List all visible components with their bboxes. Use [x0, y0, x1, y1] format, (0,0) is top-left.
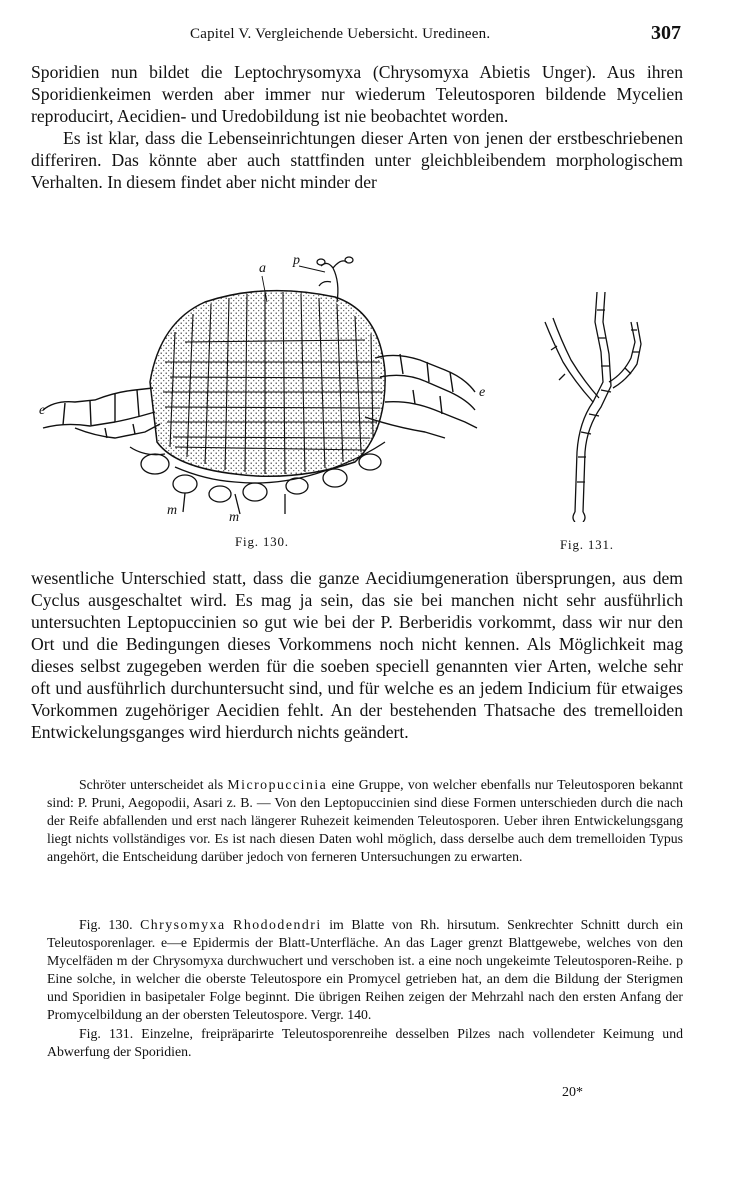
figure-131-label: Fig. 131.	[560, 537, 614, 552]
letter-m-left: m	[167, 503, 178, 518]
paragraph-3: wesentliche Unterschied statt, dass die ganze Aecidiumgeneration übersprungen, aus dem Cyclus ausgeschaltet wird. Es mag ja sein, das sie bei manchen nicht sehr ausführlich untersuchten Leptopuccinien so gut wie bei der P. Berberidis vorkommt, dass wir nur den Ort und die Bedingungen dieses Vorkommens noch nicht kennen. Als Möglichkeit mag dieses selbst zugegeben werden für die soeben speciell genannten vier Arten, welche sehr oft und ausführlich durchuntersucht sind, und für welche es an jedem Indicium für etwaiges Vorkommen zugehöriger Aecidien fehlt. An der bestehenden Thatsache des tremelloiden Entwickelungsganges wird hierdurch nichts geändert.	[31, 568, 683, 742]
letter-a: a	[259, 261, 266, 276]
caption-fig-131: Fig. 131. Einzelne, freipräparirte Teleutosporenreihe desselben Pilzes nach vollendeter Keimung und Abwerfung der Sporidien.	[47, 1026, 683, 1059]
footnote-text-rest: eine Gruppe, von welcher ebenfalls nur Teleutosporen bekannt sind: P. Pruni, Aegopodii, Asari z. B. — Von den Leptopuccinien sind diese Formen unterschieden durch die nach der Reife abfallenden und erst nach längerer Ruhezeit keimenden Teleutosporen. Ueber ihren Entwickelungsgang liegt nichts vollständiges vor. Es ist nach diesen Daten wohl möglich, dass derselbe auch dem tremelloiden Typus angehört, die Entscheidung darüber jedoch von ferneren Untersuchungen zu erwarten.	[47, 777, 684, 864]
running-title: Capitel V. Vergleichende Uebersicht. Uredineen.	[190, 26, 491, 42]
caption-130-species: Rhododendri	[233, 917, 322, 932]
caption-130-prefix: Fig. 130.	[79, 917, 141, 932]
letter-m-right: m	[229, 510, 240, 525]
epidermis-left	[43, 388, 160, 438]
figure-130-label: Fig. 130.	[235, 534, 289, 549]
footnote-block	[47, 776, 683, 866]
figure-131-illustration	[535, 282, 655, 522]
letter-e-left: e	[39, 403, 46, 418]
paragraph-2: Es ist klar, dass die Lebenseinrichtungen dieser Arten von jenen der erstbeschriebenen differiren. Das könnte aber auch stattfinden unter gleichbleibendem morphologischem Verhalten. In diesem findet aber nicht minder der	[31, 128, 683, 192]
body-text-bottom	[31, 567, 683, 743]
letter-p: p	[293, 253, 300, 268]
footnote-text-start: Schröter unterscheidet als	[79, 777, 228, 792]
caption-fig-130	[47, 916, 683, 1024]
letter-e-right: e	[479, 385, 486, 400]
figure-captions	[47, 916, 683, 1061]
paragraph-1: Sporidien nun bildet die Leptochrysomyxa (Chrysomyxa Abietis Unger). Aus ihren Sporidienkeimen werden aber immer nur wiederum Teleutosporen bildende Mycelien reproducirt, Aecidien- und Uredobildung ist nie beobachtet worden.	[31, 62, 683, 126]
signature-mark: 20*	[562, 1085, 583, 1100]
page-number: 307	[651, 22, 681, 44]
figure-130-illustration	[35, 242, 505, 532]
footnote-genus: Micropuccinia	[227, 777, 328, 792]
body-text-top	[31, 61, 683, 193]
caption-130-rest: im Blatte von Rh. hirsutum. Senkrechter Schnitt durch ein Teleutosporenlager. e—e Epidermis der Blatt-Unterfläche. An das Lager grenzt Blattgewebe, welches von den Mycelfäden m der Chrysomyxa durchwuchert und verschoben ist. a eine noch ungekeimte Teleutosporen-Reihe. p Eine solche, in welcher die oberste Teleutospore ein Promycel getrieben hat, an dem die Bildung der Sterigmen und Sporidien in basipetaler Folge beginnt. Die übrigen Reihen zeigen der Mehrzahl nach den ersten Anfang der Promycelbildung an der obersten Teleutospore. Vergr. 140.	[47, 917, 684, 1022]
running-header	[0, 22, 729, 52]
footnote-paragraph	[47, 776, 683, 866]
caption-130-genus: Chrysomyxa	[140, 917, 226, 932]
